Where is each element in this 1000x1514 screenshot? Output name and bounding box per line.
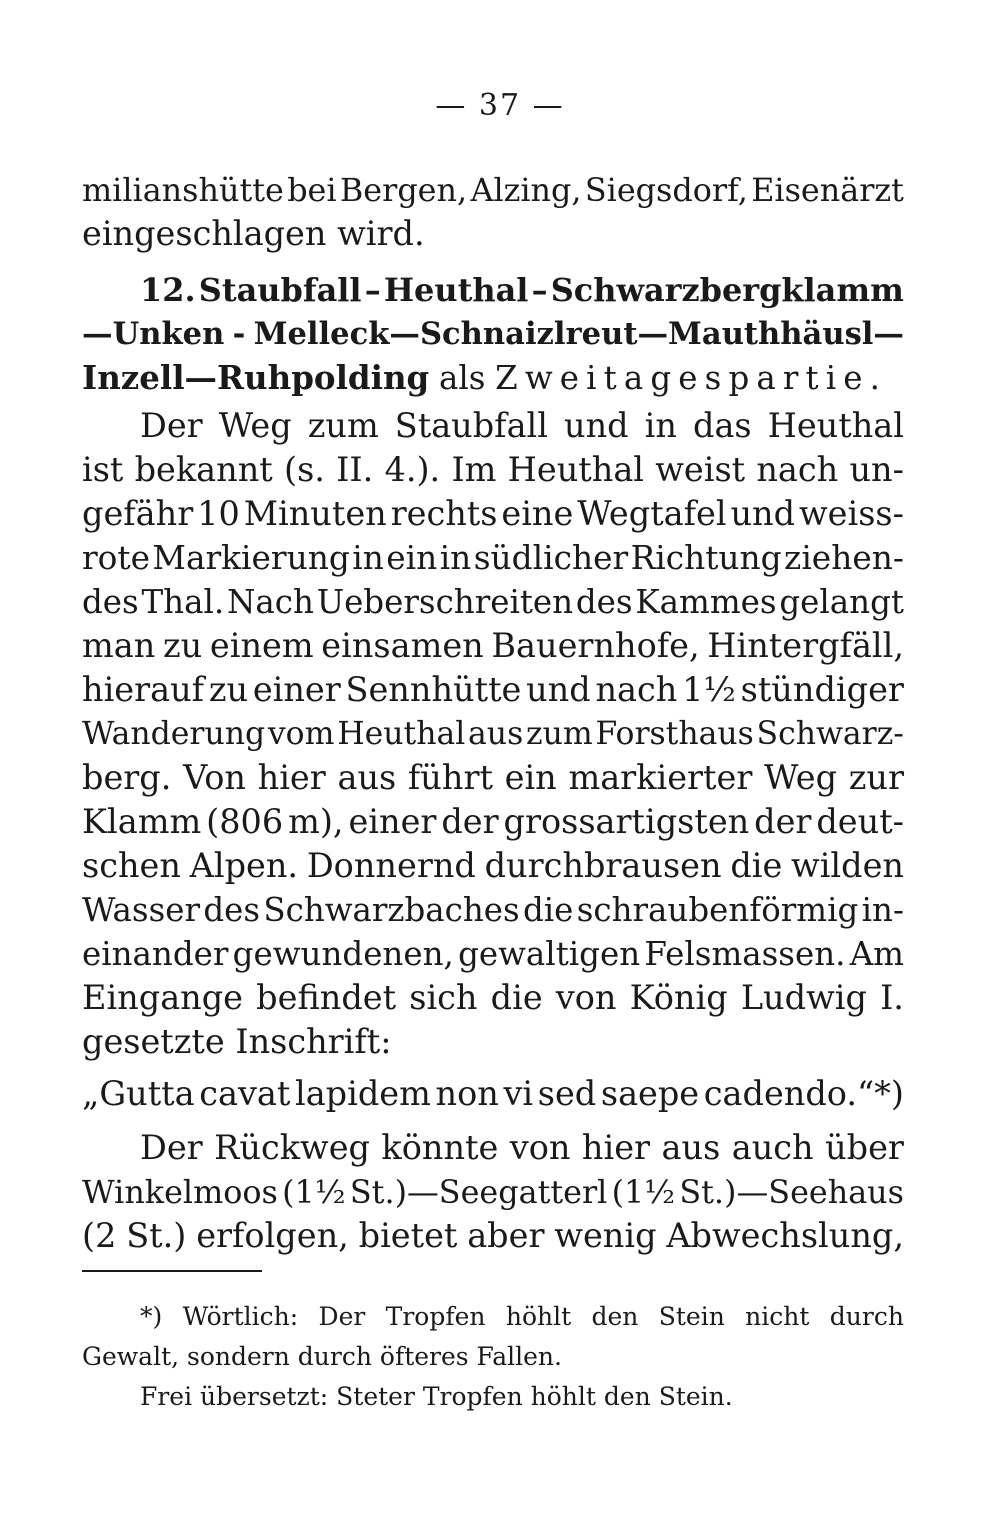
word: Hintergfäll, [707,626,904,665]
word: Wegtafel [577,494,727,533]
word: – [531,271,548,309]
word: II. [336,450,374,489]
section-heading-line [82,312,904,356]
word: Weg [764,758,838,797]
word: *) [140,1302,163,1331]
word: gewundenen, [232,935,454,973]
word: nicht [745,1302,810,1331]
word: Staubfall [198,271,362,309]
word: berg. [82,758,172,797]
word: gefähr [82,494,194,533]
word: einsamen [321,626,484,665]
word: 10 [197,494,240,533]
word: Schwarzbaches [263,891,520,929]
word: der [441,802,499,841]
word: Felsmassen. [644,935,846,973]
word: Sennhütte [345,670,522,709]
word: ist [82,450,124,489]
text-line: gesetzte Inschrift: [82,1022,392,1061]
footnote-line [140,1300,904,1334]
heading-trip-type: Zweitagespartie. [495,359,888,397]
word: Richtung [630,539,782,577]
word: St.)—Seegatterl [349,1173,608,1211]
text-line [82,844,904,888]
word: gelangt [779,583,904,621]
word: bietet [358,1216,458,1255]
word: bekannt [134,450,273,489]
word: wenig [554,1216,657,1255]
word: Rückweg [214,1128,370,1167]
word: höhlt [505,1302,572,1331]
word: Schwarz- [756,716,904,752]
word: auch [731,1128,814,1167]
word: einer [348,802,437,841]
word: des [203,891,261,929]
text-line [82,448,904,492]
text-line [82,932,904,976]
word: einem [209,626,314,665]
word: Staubfall [394,406,548,445]
footnote-line: Gewalt, sondern durch öfteres Fallen. [82,1342,562,1371]
word: Ludwig [740,978,867,1017]
word: (806 [206,802,284,841]
word: vi [503,1074,534,1113]
word: Der [140,1128,203,1167]
word: Abwechslung, [666,1216,904,1255]
word: Nach [226,583,314,621]
word: ein [504,758,557,797]
heading-connector: als [439,359,486,397]
word: „Gutta [82,1074,195,1113]
word: milianshütte [82,171,284,209]
word: hier [581,1128,651,1167]
word: Weg [218,406,292,445]
word: Eisenärzt [751,171,904,209]
text-line [82,668,904,712]
word: bei [287,171,337,209]
word: durchbrausen [484,846,722,885]
word: von [555,978,617,1017]
word: Alzing, [470,171,582,209]
word: zur [848,758,904,797]
text-line: eingeschlagen wird. [82,214,425,253]
word: Schwarzbergklamm [550,271,904,309]
word: über [825,1128,904,1167]
text-line [82,1170,904,1214]
word: wilden [791,846,904,885]
text-line [82,624,904,668]
word: —Unken [82,316,225,352]
section-heading-line [82,356,904,400]
word: deut- [816,802,904,841]
word: rote [82,539,150,577]
word: aus [337,758,397,797]
word: (1½ [611,1173,676,1211]
word: grossartigsten [503,802,750,841]
text-line [82,492,904,536]
word: Heuthal [767,406,904,445]
word: cavat [199,1074,291,1113]
word: saepe [600,1074,700,1113]
word: der [754,802,812,841]
word: sich [409,978,478,1017]
word: Am [849,935,904,973]
word: die [523,891,574,929]
word: des [82,583,139,621]
word: zu [208,670,249,709]
word: Wanderung [82,716,266,752]
word: Der [318,1302,366,1331]
word: weiss- [799,494,904,533]
word: cadendo.“*) [703,1074,904,1113]
word: aus [468,716,524,752]
word: Von [183,758,246,797]
word: südlicher [473,539,629,577]
section-heading-line [140,268,904,312]
word: den [591,1302,639,1331]
word: schraubenförmig [576,891,859,929]
word: eine [501,494,574,533]
word: Der [140,406,203,445]
page-number: — 37 — [435,88,565,123]
word: St.) [126,1216,187,1255]
word: nach [756,450,839,489]
word: des [575,583,633,621]
heading-route-end: Inzell—Ruhpolding [82,359,430,397]
word: Forsthaus [595,716,754,752]
word: schen [82,846,181,885]
word: vom [267,716,335,752]
word: Heuthal [507,450,645,489]
word: das [693,406,752,445]
text-line [82,756,904,800]
word: befindet [256,978,397,1017]
word: markierter [568,758,753,797]
word: Kammes [635,583,777,621]
word: hierauf [82,670,205,709]
word: durch [829,1302,904,1331]
word: in [352,539,384,577]
footnote-line: Frei übersetzt: Steter Tropfen höhlt den Stein. [140,1382,733,1411]
word: ziehen- [784,539,904,577]
word: Markierung [152,539,350,577]
word: Winkelmoos [82,1173,278,1211]
word: erfolgen, [196,1216,349,1255]
word: zum [525,716,593,752]
word: weist [655,450,746,489]
text-line [82,536,904,580]
word: König [629,978,728,1017]
word: lapidem [294,1074,431,1113]
word: Wörtlich: [182,1302,299,1331]
footnote-divider [82,1270,262,1272]
word: un- [849,450,904,489]
word: einer [252,670,341,709]
word: Heuthal [383,271,529,309]
word: Wasser [82,891,200,929]
word: non [435,1074,499,1113]
quotation-line [82,1072,904,1116]
word: und [564,406,629,445]
word: – [364,271,381,309]
text-line [82,888,904,932]
word: Bergen, [339,171,468,209]
word: die [730,846,783,885]
text-line [82,976,904,1020]
word: 1½ [682,670,736,709]
word: (1½ [282,1173,346,1211]
word: von [509,1128,571,1167]
word: gewaltigen [458,935,641,973]
word: in- [861,891,904,929]
text-line [140,404,904,448]
word: führt [407,758,493,797]
word: stündiger [740,670,904,709]
word: Im [451,450,497,489]
word: ein [386,539,438,577]
word: man [82,626,156,665]
word: Klamm [82,802,202,841]
word: Bauernhofe, [491,626,700,665]
text-line [82,800,904,844]
word: könnte [381,1128,499,1167]
word: hier [257,758,326,797]
word: I. [880,978,904,1017]
word: Alpen. [189,846,299,885]
word: 4.). [384,450,441,489]
word: Minuten [243,494,387,533]
word: Eingange [82,978,244,1017]
word: in [644,406,677,445]
word: die [490,978,543,1017]
word: (2 [82,1216,117,1255]
word: Heuthal [337,716,466,752]
word: Donnernd [306,846,476,885]
word: Stein [658,1302,725,1331]
word: und [730,494,796,533]
word: rechts [390,494,498,533]
text-line [82,580,904,624]
word: Tropfen [385,1302,486,1331]
text-line [82,712,904,756]
word: sed [537,1074,597,1113]
word: aber [467,1216,545,1255]
word: in [439,539,472,577]
word: einander [82,935,229,973]
word: m), [288,802,344,841]
word: Ueberschreiten [316,583,574,621]
word: zum [307,406,379,445]
word: Melleck—Schnaizlreut—Mauthhäusl— [253,316,904,352]
word: Siegsdorf, [584,171,748,209]
text-line [82,168,904,212]
text-line [82,1214,904,1258]
word: Thal. [141,583,225,621]
word: (s. [284,450,325,489]
word: nach [595,670,678,709]
word: 12. [140,271,196,309]
word: und [526,670,591,709]
text-line [140,1126,904,1170]
word: zu [163,626,203,665]
word: aus [661,1128,721,1167]
word: St.)—Seehaus [679,1173,904,1211]
word: - [232,316,246,352]
